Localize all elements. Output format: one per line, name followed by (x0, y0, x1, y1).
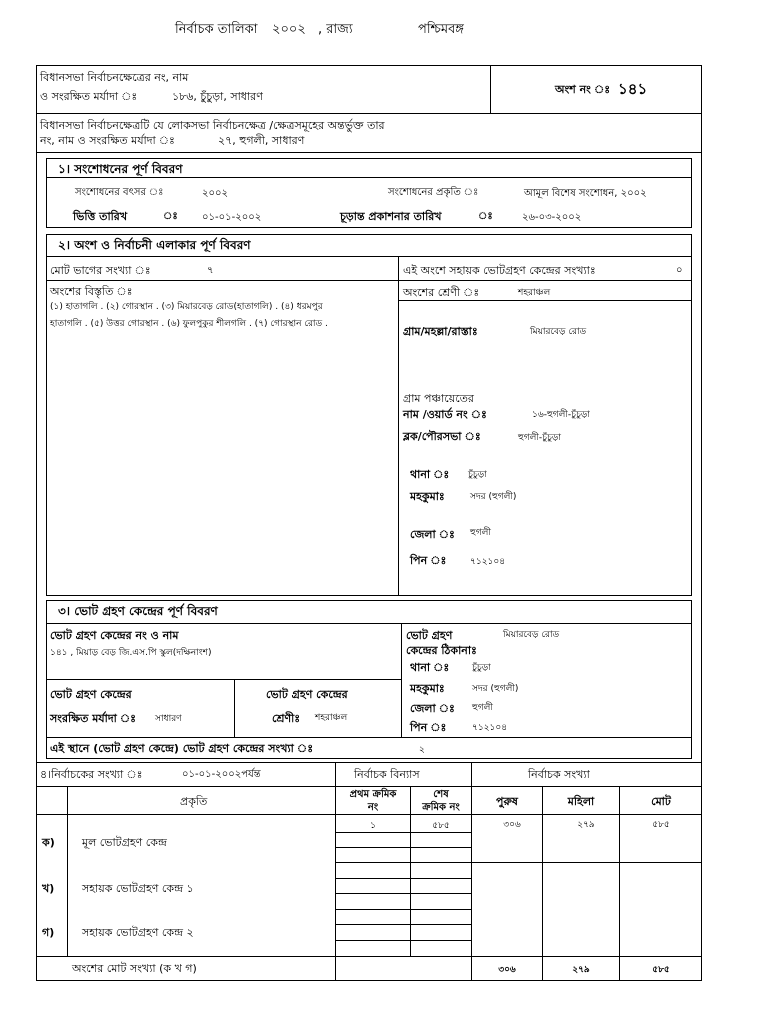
village-label: গ্রাম/মহল্লা/রাস্তাঃ (403, 325, 478, 338)
table-row-mark: গ) (42, 926, 55, 939)
category-value: শহরাঞ্চল (518, 288, 551, 298)
ps-count-label: এই স্থানে (ভোট গ্রহণ কেন্দ্রে) ভোট গ্রহণ কেন্দ্রের সংখ্যা ঃ (50, 742, 314, 755)
village-value: মিয়ারবেড় রোড (530, 327, 587, 337)
electors-as-on: ০১-০১-২০০২পর্যন্ত (182, 769, 261, 780)
ps-address-value: মিয়ারবেড় রোড (503, 630, 560, 640)
district-value: হুগলী (470, 528, 491, 538)
roll-year: ২০০২ (272, 22, 306, 37)
ps-pin-label: পিন ঃ (410, 721, 447, 734)
ps-district-label: জেলা ঃ (410, 702, 455, 715)
part-no: ১৪১ (618, 80, 648, 98)
part-no-label: অংশ নং ঃ (555, 83, 611, 96)
col-last-serial-2: ক্রমিক নং (422, 802, 460, 813)
table-total-total: ৫৮৫ (652, 965, 670, 975)
qualifying-date-label: ভিত্তি তারিখ (73, 210, 128, 223)
qualifying-date-sep: ঃ (163, 211, 178, 222)
pc-label: বিধানসভা নির্বাচনক্ষেত্রটি যে লোকসভা নির্বাচনক্ষেত্র /ক্ষেত্রসমূহের অন্তর্ভুক্ত তার (40, 119, 385, 132)
ps-reservation-label: ভোট গ্রহণ কেন্দ্রের (50, 688, 132, 701)
ps-thana-value: চুঁচুড়া (472, 663, 491, 673)
col-total: মোট (651, 795, 671, 808)
table-total-label: অংশের মোট সংখ্যা (ক খ গ) (72, 962, 197, 975)
ps-address-label-2: কেন্দ্রের ঠিকানাঃ (406, 644, 477, 657)
ps-name-label: ভোট গ্রহণ কেন্দ্রের নং ও নাম (50, 629, 179, 642)
ps-pin-value: ৭১২১০৪ (472, 723, 508, 733)
section-4-heading: ৪।নির্বাচকের সংখ্যা ঃ (40, 768, 143, 781)
pin-value: ৭১২১০৪ (470, 557, 506, 567)
table-row-mark: ক) (42, 836, 55, 849)
revision-type-label: সংশোধনের প্রকৃতি ঃ (388, 187, 479, 198)
extent-line-1: (১) হাতাগলি . (২) গোরস্থান . (৩) মিয়ারবেড় রোড(হাতাগলি) . (৪) ধরমপুর (50, 302, 323, 312)
ps-type-value: শহরাঞ্চল (315, 713, 348, 723)
extent-label: অংশের বিস্তৃতি ঃ (50, 285, 133, 298)
col-type: প্রকৃতি (180, 795, 208, 808)
ps-subdivision-value: সদর (হুগলী) (472, 684, 519, 694)
final-publication-date: ২৬-০৩-২০০২ (522, 212, 582, 223)
block-label: ব্লক/পৌরসভা ঃ (403, 430, 481, 443)
col-first-serial: প্রথম ক্রমিক (349, 789, 397, 800)
block-value: হুগলী-চুঁচুড়া (518, 433, 561, 443)
ac-label-2: ও সংরক্ষিত মর্যাদা ঃ (40, 90, 138, 103)
sections-count: ৭ (207, 265, 214, 276)
state-label: , রাজ্য (318, 22, 353, 37)
table-row-label: মূল ভোটগ্রহণ কেন্দ্র (82, 836, 167, 849)
revision-year-label: সংশোধনের বৎসর ঃ (75, 187, 164, 198)
table-row-label: সহায়ক ভোটগ্রহণ কেন্দ্র ১ (82, 882, 194, 895)
final-publication-label: চূড়ান্ত প্রকাশনার তারিখ (340, 210, 442, 223)
gp-label-2: নাম /ওয়ার্ড নং ঃ (403, 408, 487, 421)
qualifying-date: ০১-০১-২০০২ (202, 212, 262, 223)
table-total-male: ৩০৬ (498, 965, 516, 975)
col-female: মহিলা (567, 795, 595, 808)
col-male: পুরুষ (496, 795, 518, 808)
section-2-heading: ২। অংশ ও নির্বাচনী এলাকার পূর্ণ বিবরণ (58, 238, 251, 252)
revision-year: ২০০২ (202, 188, 229, 199)
ps-count-value: ২ (419, 745, 425, 755)
section-1-heading: ১। সংশোধনের পূর্ণ বিবরণ (58, 162, 183, 176)
ac-label: বিধানসভা নির্বাচনক্ষেত্রের নং, নাম (40, 71, 189, 84)
ps-type-label: ভোট গ্রহণ কেন্দ্রের (266, 688, 348, 701)
ps-reservation-value: সাধারণ (155, 714, 182, 724)
ac-value: ১৮৬, চুঁচুড়া, সাধারণ (172, 90, 263, 103)
revision-type: আমূল বিশেষ সংশোধন, ২০০২ (524, 188, 647, 199)
extent-line-2: হাতাগলি . (৫) উত্তর গোরস্থান . (৬) ফুলপুকুর শীলগলি . (৭) গোরস্থান রোড . (50, 319, 328, 329)
sections-count-label: মোট ভাগের সংখ্যা ঃ (50, 264, 151, 277)
pc-label-2: নং, নাম ও সংরক্ষিত মর্যাদা ঃ (40, 134, 175, 147)
ps-name-value: ১৪১ , মিয়াড় বেড় জি.এস.পি স্কুল(দক্ষিনাংশ) (50, 648, 212, 658)
pin-label: পিন ঃ (410, 554, 447, 567)
final-publication-sep: ঃ (478, 211, 493, 222)
gp-value: ১৬-হুগলী-চুঁচুড়া (532, 410, 590, 420)
district-label: জেলা ঃ (410, 528, 455, 541)
section-2-box (46, 234, 692, 596)
thana-label: থানা ঃ (410, 468, 450, 481)
table-row-label: সহায়ক ভোটগ্রহণ কেন্দ্র ২ (82, 926, 194, 939)
ps-type-label-2: শ্রেণীঃ (272, 712, 301, 725)
table-row-female: ২৭৯ (577, 820, 595, 830)
table-row-last: ৫৮৫ (432, 821, 450, 831)
ps-reservation-label-2: সংরক্ষিত মর্যাদা ঃ (50, 712, 137, 725)
aux-stations-count: ০ (676, 265, 683, 276)
arrangement-label: নির্বাচক বিন্যাস (354, 768, 420, 781)
table-row-mark: খ) (42, 882, 55, 895)
thana-value: চুঁচুড়া (468, 470, 487, 480)
ps-district-value: হুগলী (472, 703, 493, 713)
state-name: পশ্চিমবঙ্গ (418, 22, 464, 37)
subdivision-label: মহকুমাঃ (410, 490, 445, 503)
pc-value: ২৭, হুগলী, সাধারণ (218, 134, 305, 147)
table-row-total: ৫৮৫ (652, 820, 670, 830)
gp-label: গ্রাম পঞ্চায়েতের (403, 392, 474, 405)
col-last-serial: শেষ (433, 789, 449, 800)
table-row-first: ১ (370, 821, 376, 831)
col-first-serial-2: নং (367, 802, 379, 813)
aux-stations-label: এই অংশে সহায়ক ভোটগ্রহণ কেন্দ্রের সংখ্যাঃ (403, 264, 596, 277)
table-row-male: ৩০৬ (503, 820, 521, 830)
table-total-female: ২৭৯ (572, 965, 590, 975)
ps-address-label: ভোট গ্রহণ (406, 629, 453, 642)
subdivision-value: সদর (হুগলী) (470, 492, 517, 502)
section-3-heading: ৩। ভোট গ্রহণ কেন্দ্রের পূর্ণ বিবরণ (58, 604, 218, 618)
ps-thana-label: থানা ঃ (410, 661, 450, 674)
ps-subdivision-label: মহকুমাঃ (410, 682, 445, 695)
page-title: নির্বাচক তালিকা (175, 22, 258, 37)
category-label: অংশের শ্রেণী ঃ (403, 286, 480, 299)
electors-count-label: নির্বাচক সংখ্যা (528, 768, 590, 781)
